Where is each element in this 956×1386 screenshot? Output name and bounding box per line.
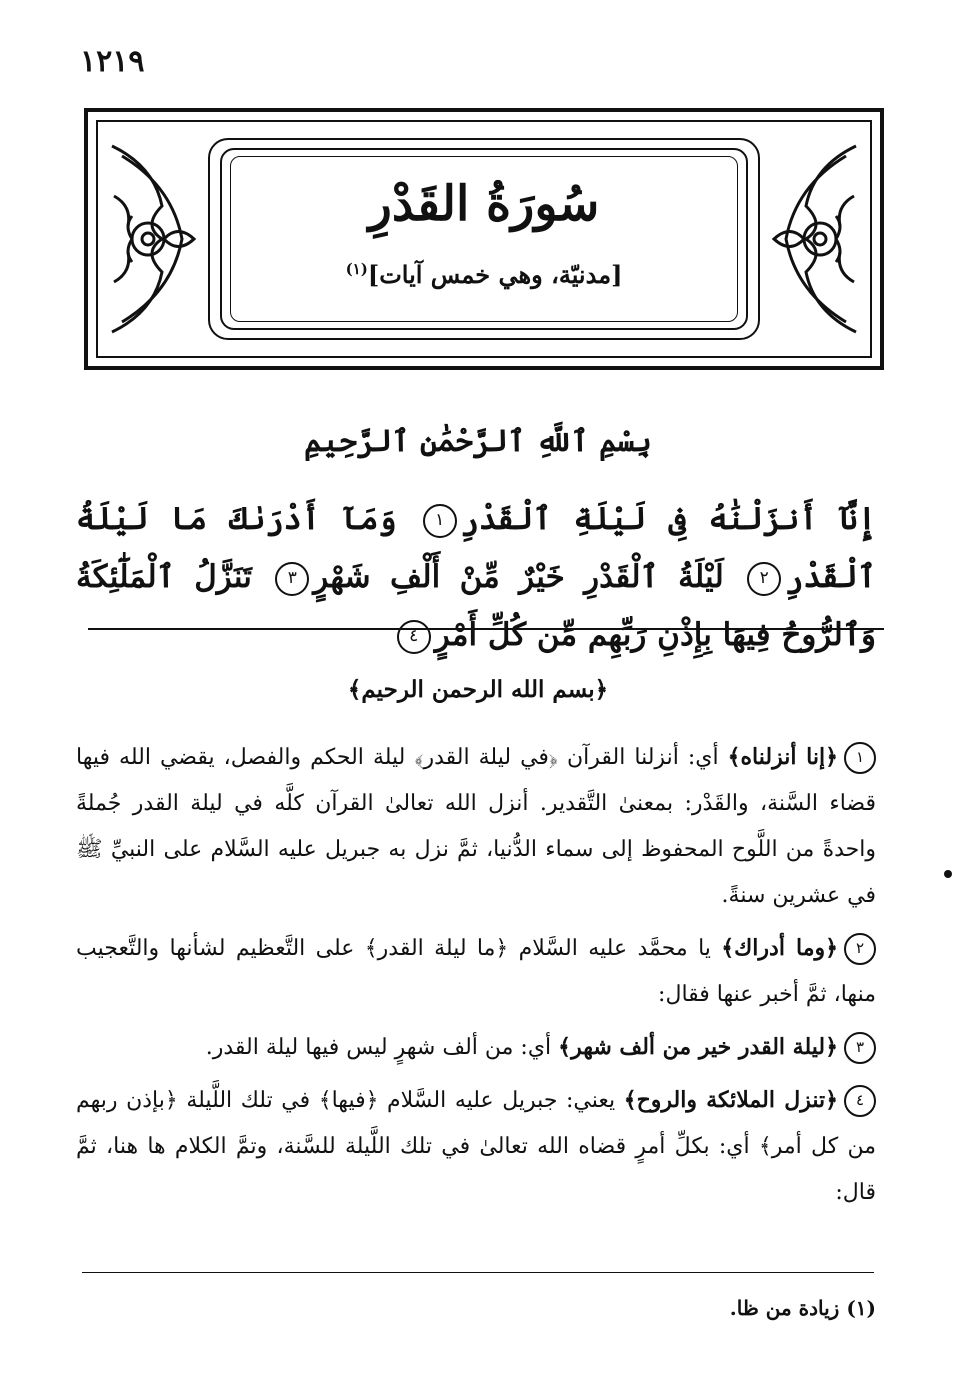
verse-text: إِنَّآ أَنزَلْنَٰهُ فِى لَيْلَةِ ٱلْقَدْرِ xyxy=(460,501,876,537)
footnote-number: (١) xyxy=(846,1296,876,1320)
commentary-paragraph xyxy=(76,1077,876,1216)
verse-number-mark: ٤ xyxy=(844,1085,876,1117)
commentary-text: يا محمَّد عليه السَّلام ﴿ما ليلة القدر﴾ على التَّعظيم لشأنها والتَّعجيب منها، ثمَّ أخبر عنها فقال: xyxy=(76,936,876,1007)
verse-text: تَنَزَّلُ ٱلْمَلَٰٓئِكَةُ وَٱلرُّوحُ فِيهَا بِإِذْنِ رَبِّهِم مِّن كُلِّ أَمْرٍ xyxy=(76,559,876,653)
surah-subtitle xyxy=(88,260,880,289)
commentary-basmala: ﴿بسم الله الرحمن الرحيم﴾ xyxy=(347,676,609,703)
surah-title: سُورَةُ القَدْرِ xyxy=(368,176,600,232)
footnote xyxy=(730,1296,876,1320)
ayah-number-mark: ٣ xyxy=(275,562,309,596)
commentary-text: أي: أنزلنا القرآن ﴿في ليلة القدر﴾ ليلة الحكم والفصل، يقضي الله فيها قضاء السَّنة، والقَدْر: بمعنىٰ التَّقدير. أنزل الله تعالىٰ القرآن كلَّه في ليلة القدر جُملةً واحدةً من اللَّوح المحفوظ إلى سماء الدُّنيا، ثمَّ نزل به جبريل عليه السَّلام على النبيِّ ﷺ في عشرين سنةً. xyxy=(76,745,876,908)
quoted-verse: ﴿إنا أنزلناه﴾ xyxy=(727,744,839,770)
divider-line xyxy=(88,628,884,630)
quoted-verse: ﴿وما أدراك﴾ xyxy=(721,935,838,961)
verse-text: لَيْلَةُ ٱلْقَدْرِ خَيْرٌ مِّنْ أَلْفِ شَهْرٍ xyxy=(313,559,724,595)
commentary-text: أي: من ألف شهرٍ ليس فيها ليلة القدر. xyxy=(205,1035,559,1060)
footnote-text: زيادة من ظا. xyxy=(729,1296,840,1320)
frame-ornament-right xyxy=(762,136,866,342)
ayah-number-mark: ١ xyxy=(423,504,457,538)
quoted-verse: ﴿تنزل الملائكة والروح﴾ xyxy=(623,1087,838,1113)
commentary-text: يعني: جبريل عليه السَّلام ﴿فيها﴾ في تلك اللَّيلة ﴿بإذن ربهم من كل أمر﴾ أي: بكلِّ أمرٍ قضاه الله تعالىٰ في تلك اللَّيلة للسَّنة، وتمَّ الكلام ها هنا، ثمَّ قال: xyxy=(76,1088,876,1205)
ayah-number-mark: ٤ xyxy=(397,620,431,654)
commentary-paragraph xyxy=(76,925,876,1018)
verse-text: وَمَآ أَدْرَىٰكَ مَا لَيْلَةُ ٱلْقَدْرِ xyxy=(76,501,876,595)
commentary-paragraph xyxy=(76,1024,876,1071)
ayah-number-mark: ٢ xyxy=(747,562,781,596)
quran-verses xyxy=(76,490,876,664)
quoted-verse: ﴿ليلة القدر خير من ألف شهر﴾ xyxy=(558,1034,838,1060)
footnote-ref: (١) xyxy=(345,260,368,278)
verse-number-mark: ٣ xyxy=(844,1032,876,1064)
surah-title-frame xyxy=(84,108,884,370)
verse-number-mark: ٢ xyxy=(844,933,876,965)
surah-subtitle-text: [مدنيّة، وهي خمس آيات] xyxy=(367,260,623,289)
verse-number-mark: ١ xyxy=(844,742,876,774)
page-number: ١٢١٩ xyxy=(80,44,145,79)
commentary-paragraph xyxy=(76,734,876,919)
tafsir-commentary xyxy=(76,734,876,1222)
frame-ornament-left xyxy=(102,136,206,342)
footnote-divider xyxy=(82,1272,874,1273)
basmala-calligraphy: بِسْمِ ٱللَّهِ ٱلرَّحْمَٰنِ ٱلرَّحِيمِ xyxy=(304,424,652,459)
margin-mark xyxy=(944,870,952,878)
